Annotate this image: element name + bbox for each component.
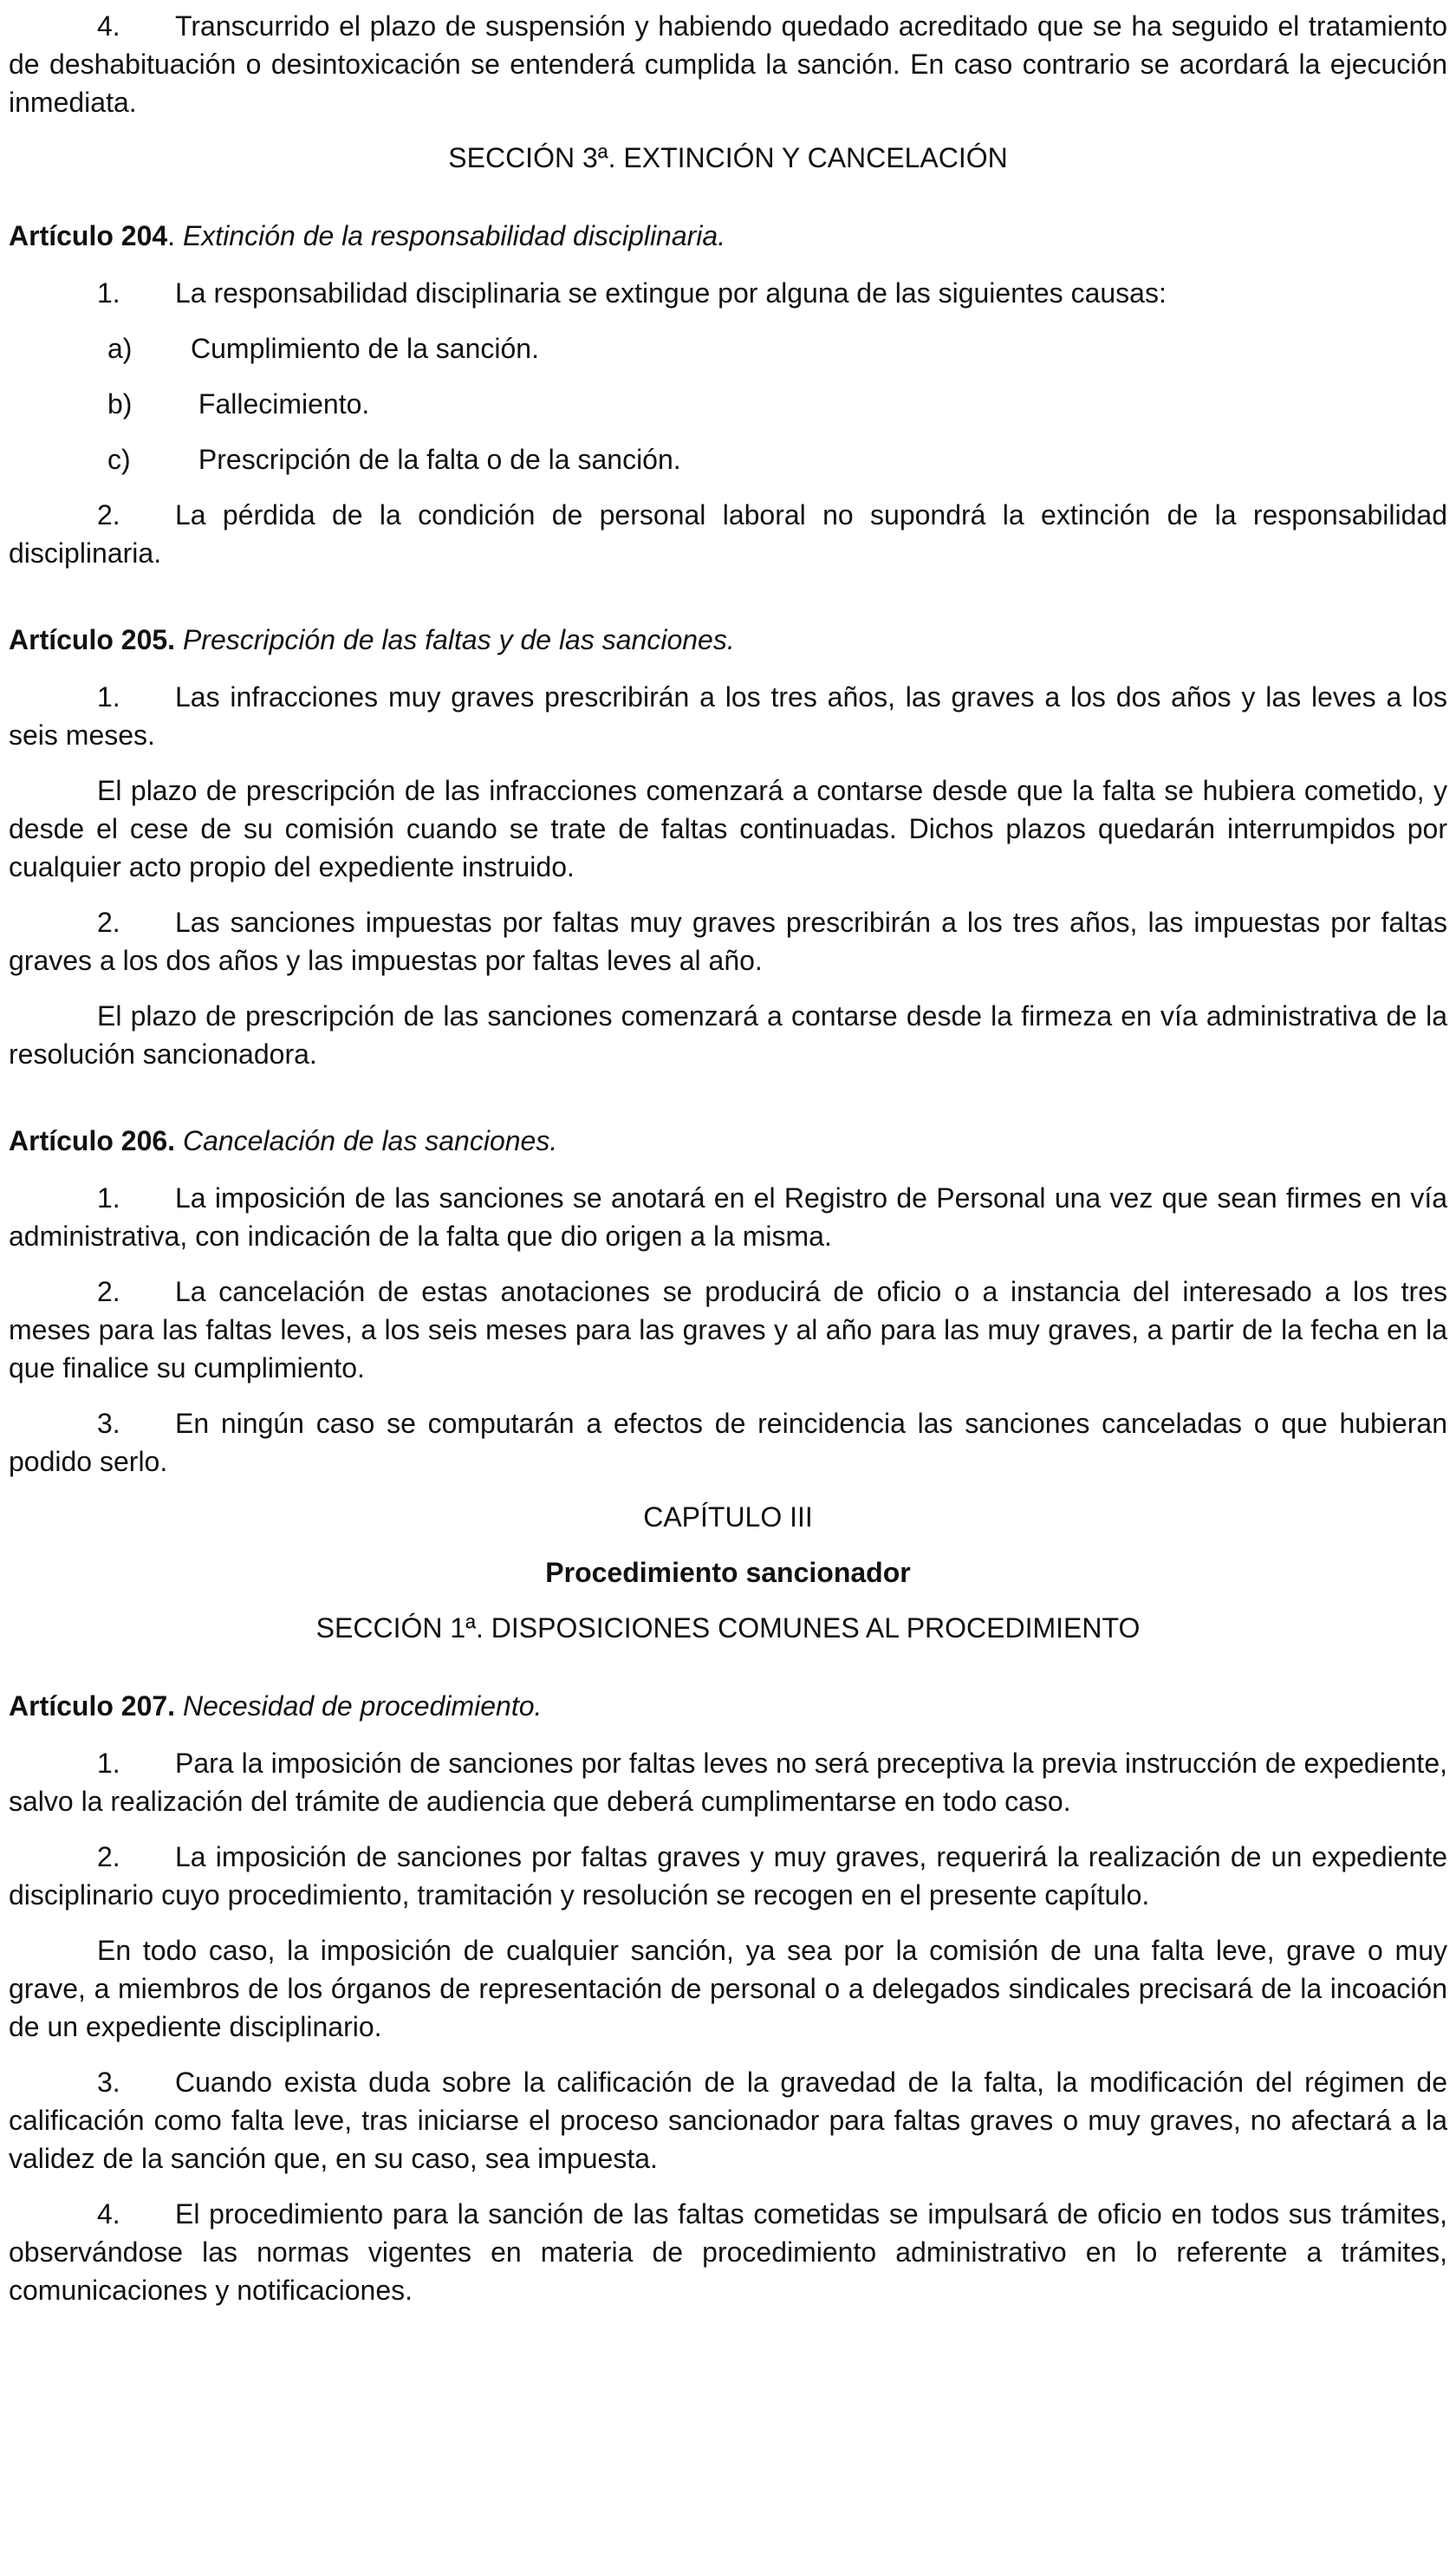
article-title: Prescripción de las faltas y de las sanciones. xyxy=(182,624,735,655)
paragraph-number: 1. xyxy=(97,1748,120,1779)
article-206-paragraph-3 xyxy=(9,1404,1447,1481)
chapter-title: CAPÍTULO III xyxy=(643,1501,813,1533)
article-label: Artículo 205. xyxy=(9,624,176,655)
list-item xyxy=(9,329,1447,368)
paragraph-text: En ningún caso se computarán a efectos de reincidencia las sanciones canceladas o que hubieran podido serlo. xyxy=(9,1408,1447,1477)
article-204-paragraph-1 xyxy=(9,274,1447,312)
paragraph-text: Cuando exista duda sobre la calificación de la gravedad de la falta, la modificación del régimen de calificación como falta leve, tras iniciarse el proceso sancionador para faltas graves o muy graves, no afectará a la validez de la sanción que, en su caso, sea impuesta. xyxy=(9,2067,1447,2174)
paragraph-number: 3. xyxy=(97,2067,120,2098)
article-label: Artículo 204 xyxy=(9,220,168,251)
article-206-heading xyxy=(9,1122,1447,1160)
paragraph-text: La imposición de las sanciones se anotará en el Registro de Personal una vez que sean firmes en vía administrativa, con indicación de la falta que dio origen a la misma. xyxy=(9,1182,1447,1252)
paragraph-number: 2. xyxy=(97,1841,120,1872)
intro-paragraph xyxy=(9,7,1447,121)
item-text: Prescripción de la falta o de la sanción. xyxy=(198,444,681,475)
article-title: Extinción de la responsabilidad disciplinaria. xyxy=(182,220,726,251)
article-205-paragraph-2 xyxy=(9,903,1447,980)
paragraph-text: Transcurrido el plazo de suspensión y habiendo quedado acreditado que se ha seguido el tratamiento de deshabituación o desintoxicación se entenderá cumplida la sanción. En caso contrario se acordará la ejecución inmediata. xyxy=(9,10,1447,118)
paragraph-number: 1. xyxy=(97,681,120,713)
article-label: Artículo 207. xyxy=(9,1690,176,1722)
article-207-paragraph-2b: En todo caso, la imposición de cualquier sanción, ya sea por la comisión de una falta leve, grave o muy grave, a miembros de los órganos de representación de personal o a delegados sindicales precisará de la incoación de un expediente disciplinario. xyxy=(9,1935,1447,2042)
article-204-heading xyxy=(9,217,1447,255)
article-207-paragraph-4 xyxy=(9,2195,1447,2309)
paragraph-number: 2. xyxy=(97,907,120,938)
article-205-paragraph-1 xyxy=(9,678,1447,754)
section-3-heading: SECCIÓN 3ª. EXTINCIÓN Y CANCELACIÓN xyxy=(448,142,1008,173)
item-text: Fallecimiento. xyxy=(198,388,370,420)
article-title: Necesidad de procedimiento. xyxy=(182,1690,543,1722)
article-205-heading xyxy=(9,621,1447,659)
paragraph-number: 1. xyxy=(97,277,120,309)
paragraph-text: Para la imposición de sanciones por faltas leves no será preceptiva la previa instrucción de expediente, salvo la realización del trámite de audiencia que deberá cumplimentarse en todo caso. xyxy=(9,1748,1447,1817)
article-207-paragraph-3 xyxy=(9,2063,1447,2178)
paragraph-text: La cancelación de estas anotaciones se producirá de oficio o a instancia del interesado a los tres meses para las faltas leves, a los seis meses para las graves y al año para las muy graves, a partir de la fecha en la que finalice su cumplimiento. xyxy=(9,1276,1447,1383)
list-item xyxy=(9,385,1447,423)
article-title: Cancelación de las sanciones. xyxy=(182,1125,558,1156)
paragraph-number: 3. xyxy=(97,1408,120,1439)
paragraph-text: Las sanciones impuestas por faltas muy graves prescribirán a los tres años, las impuestas por faltas graves a los dos años y las impuestas por faltas leves al año. xyxy=(9,907,1447,976)
paragraph-number: 2. xyxy=(97,1276,120,1307)
article-207-paragraph-2 xyxy=(9,1838,1447,1914)
article-205-paragraph-1b: El plazo de prescripción de las infracciones comenzará a contarse desde que la falta se hubiera cometido, y desde el cese de su comisión cuando se trate de faltas continuadas. Dichos plazos quedarán interrumpidos por cualquier acto propio del expediente instruido. xyxy=(9,775,1447,882)
paragraph-number: 1. xyxy=(97,1182,120,1214)
list-item xyxy=(9,440,1447,478)
article-label: Artículo 206. xyxy=(9,1125,176,1156)
paragraph-text: Las infracciones muy graves prescribirán a los tres años, las graves a los dos años y las leves a los seis meses. xyxy=(9,681,1447,751)
article-206-paragraph-2 xyxy=(9,1273,1447,1387)
paragraph-text: La responsabilidad disciplinaria se extingue por alguna de las siguientes causas: xyxy=(175,277,1167,309)
item-text: Cumplimiento de la sanción. xyxy=(191,333,539,364)
article-207-paragraph-1 xyxy=(9,1744,1447,1820)
section-1-heading: SECCIÓN 1ª. DISPOSICIONES COMUNES AL PROCEDIMIENTO xyxy=(315,1612,1141,1644)
paragraph-number: 2. xyxy=(97,499,120,531)
article-205-paragraph-2b: El plazo de prescripción de las sanciones comenzará a contarse desde la firmeza en vía administrativa de la resolución sancionadora. xyxy=(9,1000,1447,1070)
paragraph-number: 4. xyxy=(97,2198,120,2230)
item-letter: c) xyxy=(107,444,131,475)
article-204-paragraph-2 xyxy=(9,496,1447,572)
item-letter: b) xyxy=(107,388,133,420)
paragraph-text: El procedimiento para la sanción de las faltas cometidas se impulsará de oficio en todos sus trámites, observándose las normas vigentes en materia de procedimiento administrativo en lo referente a trámites, comunicaciones y notificaciones. xyxy=(9,2198,1447,2306)
article-206-paragraph-1 xyxy=(9,1179,1447,1255)
item-letter: a) xyxy=(107,333,133,364)
article-207-heading xyxy=(9,1687,1447,1725)
paragraph-number: 4. xyxy=(97,10,120,42)
chapter-subtitle: Procedimiento sancionador xyxy=(545,1557,911,1588)
paragraph-text: La pérdida de la condición de personal laboral no supondrá la extinción de la responsabilidad disciplinaria. xyxy=(9,499,1447,569)
article-separator: . xyxy=(167,220,183,251)
paragraph-text: La imposición de sanciones por faltas graves y muy graves, requerirá la realización de un expediente disciplinario cuyo procedimiento, tramitación y resolución se recogen en el presente capítulo. xyxy=(9,1841,1447,1911)
